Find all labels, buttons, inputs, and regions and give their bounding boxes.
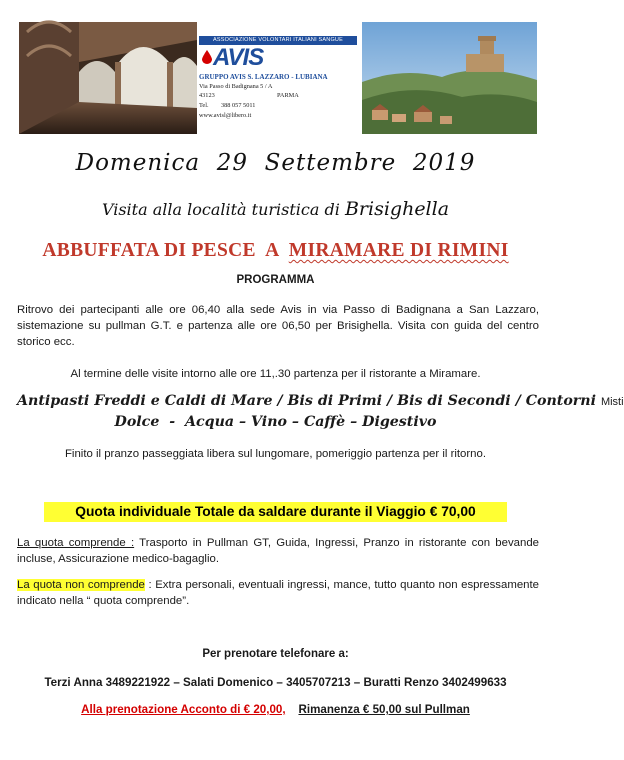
castle-photo xyxy=(362,22,537,134)
logo-cap: 43123 xyxy=(199,92,215,99)
event-date: Domenica 29 Settembre 2019 xyxy=(75,150,476,176)
visit-prefix: Visita alla località turistica di xyxy=(101,200,340,219)
balance-text: Rimanenza € 50,00 sul Pullman xyxy=(298,703,470,716)
program-paragraph-3: Finito il pranzo passeggiata libera sul lungomare, pomeriggio partenza per il ritorno. xyxy=(64,448,487,460)
visit-place: Brisighella xyxy=(344,198,450,220)
logo-tel: 388 057 5011 xyxy=(221,102,256,109)
avis-logo xyxy=(199,36,357,136)
event-title xyxy=(0,240,551,262)
excludes-label: La quota non comprende xyxy=(17,579,145,591)
logo-brand: AVIS xyxy=(213,44,264,71)
logo-email: www.avisl@libero.it xyxy=(199,112,252,119)
menu-line-2: Dolce - Acqua – Vino – Caffè – Digestivo xyxy=(114,414,437,430)
excludes-paragraph xyxy=(17,577,539,609)
includes-label: La quota comprende : xyxy=(17,537,135,549)
includes-text: Trasporto in Pullman GT, Guida, Ingressi, Pranzo in ristorante con bevande incluse, Assicurazione medico-bagaglio. xyxy=(17,537,539,565)
logo-address: Via Passo di Badignana 5 / A xyxy=(199,83,273,90)
total-price-banner: Quota individuale Totale da saldare durante il Viaggio € 70,00 xyxy=(44,502,507,522)
logo-city: PARMA xyxy=(277,92,299,99)
logo-tel-label: Tel. xyxy=(199,102,209,109)
payment-line xyxy=(0,703,551,716)
event-title-part1: ABBUFFATA DI PESCE A xyxy=(42,240,289,261)
deposit-text: Alla prenotazione Acconto di € 20,00, xyxy=(81,703,286,716)
logo-group: GRUPPO AVIS S. LAZZARO - LUBIANA xyxy=(199,73,328,81)
visit-line xyxy=(0,198,551,220)
menu-items-1: Antipasti Freddi e Caldi di Mare / Bis di Primi / Bis di Secondi / Contorni xyxy=(17,393,596,409)
menu-misti: Misti xyxy=(600,396,624,408)
program-paragraph-2: Al termine delle visite intorno alle ore 11,.30 partenza per il ristorante a Miramare. xyxy=(70,368,481,380)
event-title-part2: MIRAMARE DI RIMINI xyxy=(288,240,509,261)
blood-drop-icon xyxy=(202,50,212,64)
booking-contacts: Terzi Anna 3489221922 – Salati Domenico – 3405707213 – Buratti Renzo 3402499633 xyxy=(44,676,507,689)
menu-line-1 xyxy=(17,393,624,409)
program-heading: PROGRAMMA xyxy=(236,274,315,286)
excludes-text: : Extra personali, eventuali ingressi, mance, tutto quanto non espressamente indicato nella “ quota comprende”. xyxy=(17,579,539,607)
arcade-photo xyxy=(19,22,197,134)
logo-association-banner: ASSOCIAZIONE VOLONTARI ITALIANI SANGUE xyxy=(199,36,357,45)
includes-paragraph xyxy=(17,535,539,567)
booking-label: Per prenotare telefonare a: xyxy=(202,648,349,660)
program-paragraph-1: Ritrovo dei partecipanti alle ore 06,40 alla sede Avis in via Passo di Badignana a San Lazzaro, sistemazione su pullman G.T. e partenza alle ore 06,50 per Brisighella. Visita con guida del centro storico ecc. xyxy=(17,304,539,348)
